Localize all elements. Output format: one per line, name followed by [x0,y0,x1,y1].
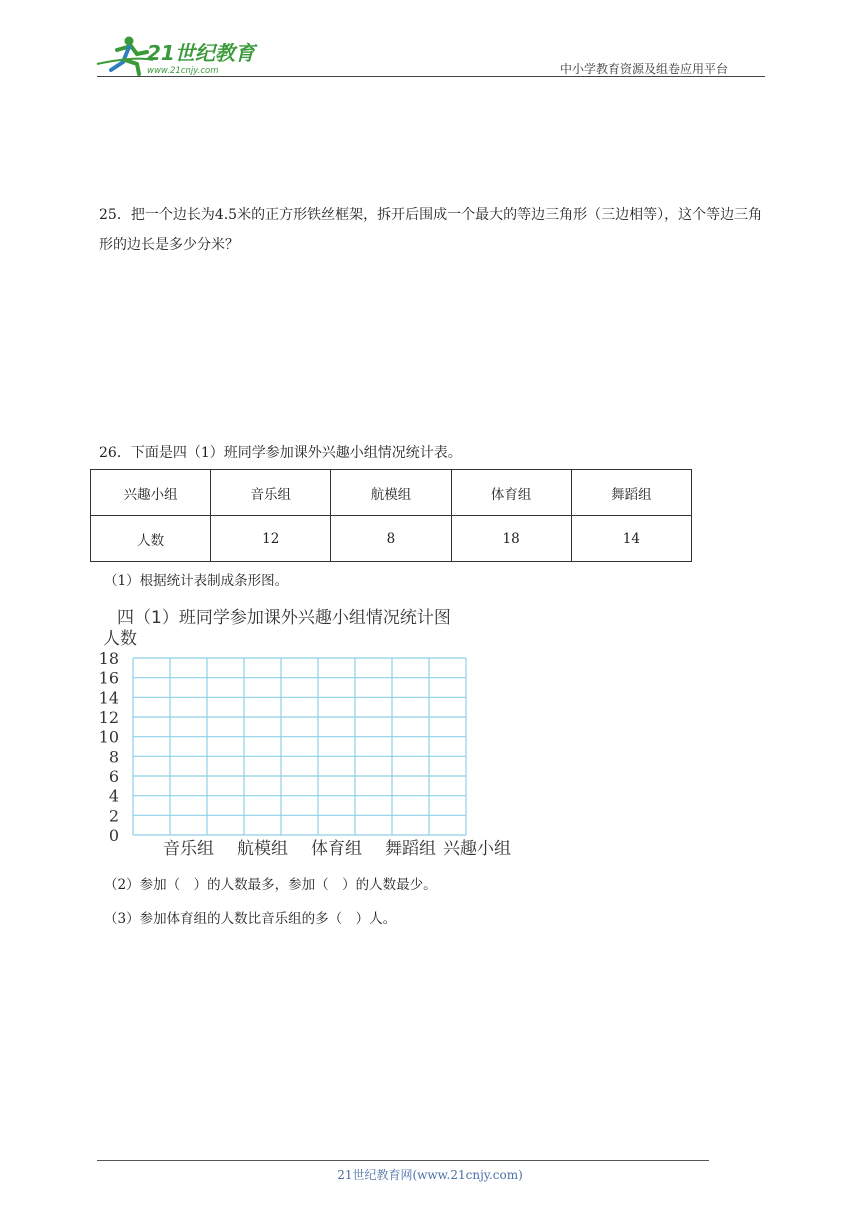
table-row [91,516,692,562]
table-cell: 人数 [91,516,211,562]
footer-divider [97,1160,709,1161]
table-header-row [91,470,692,516]
chart-y-tick-label: 14 [98,688,119,708]
table-cell: 音乐组 [211,470,331,516]
site-logo [95,34,265,78]
question-26: 26．下面是四（1）班同学参加课外兴趣小组情况统计表。 [99,445,462,461]
table-cell: 14 [571,516,691,562]
table-cell: 航模组 [331,470,451,516]
chart-title: 四（1）班同学参加课外兴趣小组情况统计图 [117,608,451,628]
chart-y-axis-label: 人数 [103,629,137,649]
table-cell: 舞蹈组 [571,470,691,516]
chart-y-tick-label: 10 [98,727,119,747]
chart-y-tick-label: 2 [108,806,119,826]
site-tagline: 中小学教育资源及组卷应用平台 [560,62,729,76]
header-divider [97,76,765,77]
chart-y-tick-label: 16 [98,668,119,688]
chart-y-tick-label: 0 [108,826,119,845]
chart-x-axis-label: 兴趣小组 [443,839,511,859]
logo-sub-text: www.21cnjy.com [147,66,219,76]
chart-x-tick-label: 音乐组 [163,839,214,859]
chart-y-tick-label: 6 [108,767,119,786]
chart-y-tick-label: 12 [98,708,119,727]
runner-icon [97,37,153,75]
chart-x-tick-label: 体育组 [311,839,362,859]
bar-chart [95,598,535,868]
sub-question-1: （1）根据统计表制成条形图。 [104,573,289,589]
sub-question-3: （3）参加体育组的人数比音乐组的多（ ）人。 [104,911,397,927]
question-25: 25．把一个边长为4.5米的正方形铁丝框架，拆开后围成一个最大的等边三角形（三边相等），这个等边三角形的边长是多少分米？ [99,207,763,253]
table-cell: 体育组 [451,470,571,516]
table-cell: 18 [451,516,571,562]
bar-chart-svg [95,598,535,868]
statistics-table [90,469,692,562]
logo-main-text: 21世纪教育 [147,41,255,65]
chart-x-tick-label: 舞蹈组 [385,839,436,859]
chart-x-tick-label: 航模组 [237,839,288,859]
chart-y-tick-label: 18 [98,649,119,668]
table-cell: 12 [211,516,331,562]
footer-text: 21世纪教育网(www.21cnjy.com) [337,1168,523,1182]
table-cell: 8 [331,516,451,562]
table-cell: 兴趣小组 [91,470,211,516]
sub-question-2: （2）参加（ ）的人数最多，参加（ ）的人数最少。 [104,877,437,893]
chart-y-tick-label: 8 [108,747,119,767]
chart-y-tick-label: 4 [108,786,119,806]
